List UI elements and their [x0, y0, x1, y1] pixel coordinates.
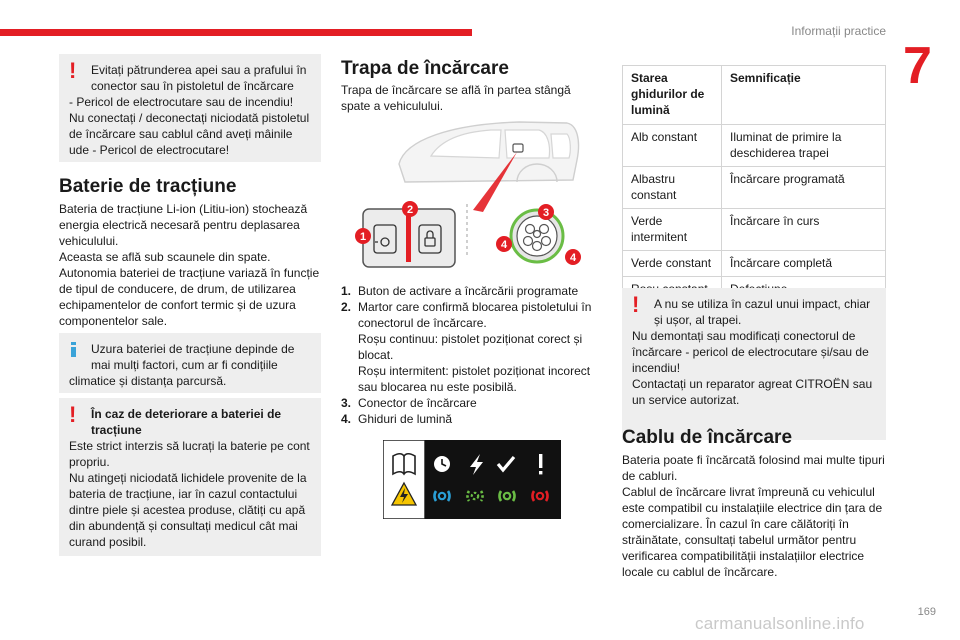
page-number: 169	[917, 606, 936, 618]
light-status-table	[622, 65, 886, 303]
watermark: carmanualsonline.info	[695, 614, 865, 633]
info-wear-note	[59, 333, 321, 393]
callout-4b: 4	[569, 252, 577, 264]
callout-4a: 4	[500, 239, 508, 251]
warning-icon: !	[632, 292, 640, 317]
legend-item: 4. Ghiduri de lumină	[341, 412, 453, 426]
battery-heading: Baterie de tracțiune	[59, 176, 237, 197]
chapter-number: 7	[903, 37, 932, 95]
warning-impact-text: Nu demontați sau modificați conectorul de încărcare - pericol de electrocutare și/sau de incendiu! Contactați un reparator agreat CITROËN sau un service autorizat.	[632, 329, 873, 407]
warning-impact-note	[622, 288, 886, 440]
charging-flap-intro: Trapa de încărcare se află în partea stângă spate a vehiculului.	[341, 83, 571, 113]
table-row: Alb constant Iluminat de primire la deschiderea trapei	[623, 125, 886, 167]
callout-1: 1	[359, 231, 367, 243]
callout-3: 3	[542, 207, 550, 219]
table-row: Verde constant Încărcare completă	[623, 251, 886, 277]
light-guides-diagram	[383, 440, 561, 519]
legend-item: 2. Martor care confirmă blocarea pistoletului în conectorul de încărcare. Roșu continuu: pistolet poziționat corect și blocat. Roșu intermitent: pistolet poziționat incorect sau blocarea nu este posibilă.	[341, 300, 592, 394]
legend-item: 1. Buton de activare a încărcării programate	[341, 284, 579, 298]
warning-icon: !	[69, 402, 77, 427]
clock-icon	[434, 456, 450, 472]
warning-damage-text: Este strict interzis să lucrați la baterie pe cont propriu. Nu atingeți niciodată lichidele provenite de la bateria de tracțiune, iar în cazul contactului dintre piele și acestea produse, clătiți cu apă din abundență și consultați medicul cât mai curand posibil.	[69, 439, 310, 549]
legend-list	[341, 283, 593, 427]
warning-impact-line2: și ușor, al trapei.	[654, 313, 742, 327]
warning-water-line1: Evitați pătrunderea apei sau a prafului în	[91, 63, 307, 77]
warning-damage-title1: În caz de deteriorare a bateriei de	[91, 407, 282, 421]
info-icon	[71, 342, 76, 357]
charging-flap-illustration	[341, 118, 587, 278]
table-header-meaning: Semnificație	[722, 66, 886, 125]
battery-text: Bateria de tracțiune Li-ion (Litiu-ion) stochează energia electrică necesară pentru deplasarea vehiculului. Aceasta se află sub scaunele din spate. Autonomia bateriei de tracțiune variază în funcție de tipul de conducere, de drum, de utilizarea echipamentelor de confort termic și de uzura componentelor sale.	[59, 202, 320, 328]
warning-water-note	[59, 54, 321, 162]
legend-item: 3. Conector de încărcare	[341, 396, 477, 410]
table-row: Albastru constant Încărcare programată	[623, 167, 886, 209]
callout-2: 2	[406, 204, 414, 216]
warning-icon: !	[69, 58, 77, 83]
table-row: Verde intermitent Încărcare în curs	[623, 209, 886, 251]
section-title: Informații practice	[791, 24, 886, 38]
warning-water-text: - Pericol de electrocutare sau de incendiu! Nu conectați / deconectați niciodată pistoletul de încărcare sau cablul când aveți mâinile ude - Pericol de electrocutare!	[69, 95, 310, 157]
table-header-row	[623, 66, 886, 125]
info-wear-line1: Uzura bateriei de tracțiune depinde de	[91, 342, 295, 356]
header-accent-bar	[0, 29, 472, 36]
info-wear-line2: mai mulți factori, cum ar fi condițiile	[91, 358, 278, 372]
charging-flap-heading: Trapa de încărcare	[341, 58, 509, 79]
warning-damage-note	[59, 398, 321, 556]
info-wear-text: climatice și distanța parcursă.	[69, 374, 227, 388]
exclamation-icon	[539, 454, 542, 474]
warning-water-line2: conector sau în pistoletul de încărcare	[91, 79, 294, 93]
warning-impact-line1: A nu se utiliza în cazul unui impact, chiar	[654, 297, 871, 311]
cable-text: Bateria poate fi încărcată folosind mai multe tipuri de cabluri. Cablul de încărcare livrat împreună cu vehiculul este compatibil cu instalațiile electrice din țara de comercializare. În cazul în care călătoriți în străinătate, consultați tabelul următor pentru verificarea compatibilității instalațiilor electrice locale cu cablul de încărcare.	[622, 453, 885, 579]
warning-damage-title2: tracțiune	[91, 423, 142, 437]
cable-heading: Cablu de încărcare	[622, 427, 793, 448]
table-header-state: Starea ghidurilor de lumină	[623, 66, 722, 125]
